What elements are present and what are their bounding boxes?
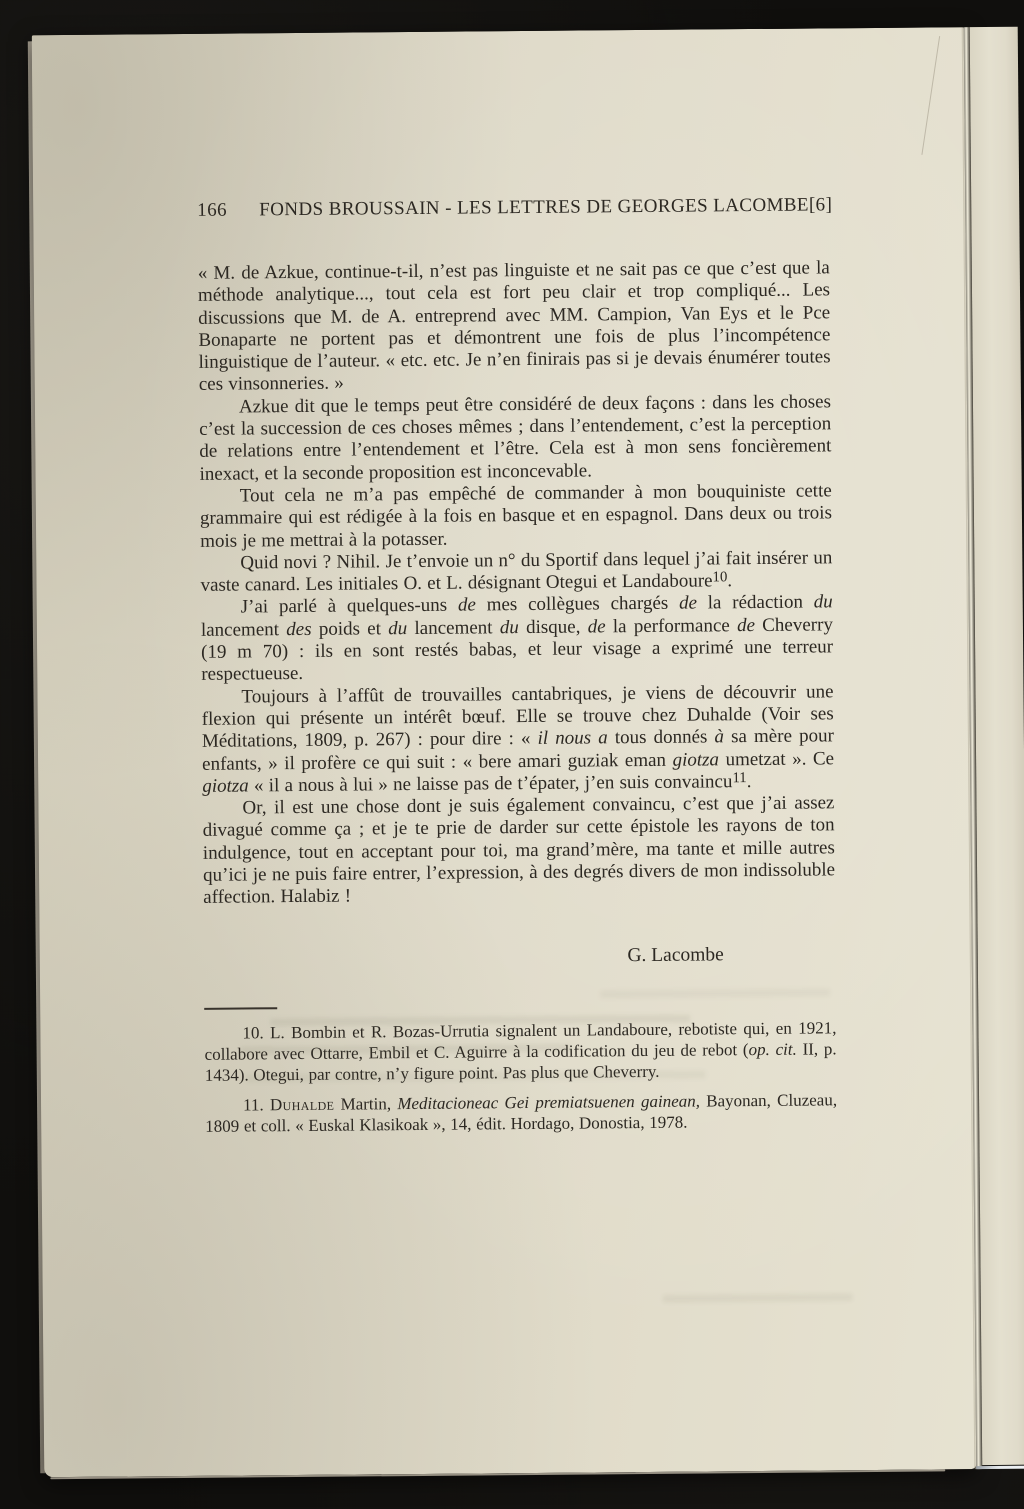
running-title: FONDS BROUSSAIN - LES LETTRES DE GEORGES LACOMBE	[259, 194, 809, 221]
signature: G. Lacombe	[627, 943, 724, 966]
printed-content	[197, 194, 837, 1145]
paragraph-7: Or, il est une chose dont je suis également convaincu, c’est que j’ai assez divagué comme ça ; et je te prie de darder sur cette épistole les rayons de ton indulgence, tout en acceptant pour toi, ma grand’mère, ma tante et mille autres qu’ici je ne puis faire entrer, l’expression, à des degrés divers de mon indissoluble affection. Halabiz !	[202, 792, 836, 909]
paragraph-2: Azkue dit que le temps peut être considéré de deux façons : dans les choses c’est la succession de ces choses mêmes ; dans l’entendement, c’est la perception de relations entre l’entendement et l’être. Cela est à mon sens foncièrement inexact, et la seconde proposition est inconcevable.	[199, 391, 832, 485]
paragraph-6: Toujours à l’affût de trouvailles cantabriques, je viens de découvrir une flexion qui présente un intérêt bœuf. Elle se trouve chez Duhalde (Voir ses Méditations, 1809, p. 267) : pour dire : « il nous a tous donnés à sa mère pour enfants, » il profère ce qui suit : « bere amari guziak eman giotza umetzat ». Ce giotza « il a nous à lui » ne laisse pas de t’épater, j’en suis convaincu$^{11}$.	[201, 680, 835, 797]
show-through-mark	[663, 1293, 853, 1303]
paragraph-4: Quid novi ? Nihil. Je t’envoie un n° du Sportif dans lequel j’ai fait insérer un vaste canard. Les initiales O. et L. désignant Otegui et Landaboure$^{10}$.	[200, 547, 833, 597]
paragraph-1: « M. de Azkue, continue-t-il, n’est pas linguiste et ne sait pas ce que c’est que la méthode analytique..., tout cela est fort peu clair et trop compliqué... Les discussions que M. de A. entreprend avec MM. Campion, Van Eys et le Pce Bonaparte ne portent pas et démontrent une fois de plus l’incompétence linguistique de l’auteur. « etc. etc. Je n’en finirais pas si je devais énumérer toutes ces vinsonneries. »	[197, 257, 831, 396]
footnote-rule	[204, 1007, 277, 1010]
footnote-10: 10. L. Bombin et R. Bozas-Urrutia signalent un Landaboure, rebotiste qui, en 1921, collabore avec Ottarre, Embil et C. Aguirre à la codification du jeu de rebot (op. cit. II, p. 1434). Otegui, par contre, n’y figure point. Pas plus que Cheverry.	[204, 1017, 837, 1085]
paragraph-3: Tout cela ne m’a pas empêché de commander à mon bouquiniste cette grammaire qui est rédigée à la fois en basque et en espagnol. Dans deux ou trois mois je me mettrai à la potasser.	[199, 480, 833, 552]
running-header	[197, 194, 833, 222]
paragraph-5: J’ai parlé à quelques-uns de mes collègues chargés de la rédaction du lancement des poids et du lancement du disque, de la performance de Cheverry (19 m 70) : ils en sont restés babas, et leur visage a exprimé une terreur respectueuse.	[200, 591, 834, 686]
footnote-11: 11. Duhalde Martin, Meditacioneac Gei premiatsuenen gainean, Bayonan, Cluzeau, 1809 et coll. « Euskal Klasikoak », 14, édit. Hordago, Donostia, 1978.	[205, 1089, 838, 1136]
page-number: 166	[197, 199, 228, 221]
open-book	[28, 27, 1024, 1478]
paper-crease	[921, 36, 940, 155]
issue-marker: [6]	[808, 194, 833, 216]
book-page	[32, 27, 977, 1477]
letter-body	[198, 257, 836, 909]
